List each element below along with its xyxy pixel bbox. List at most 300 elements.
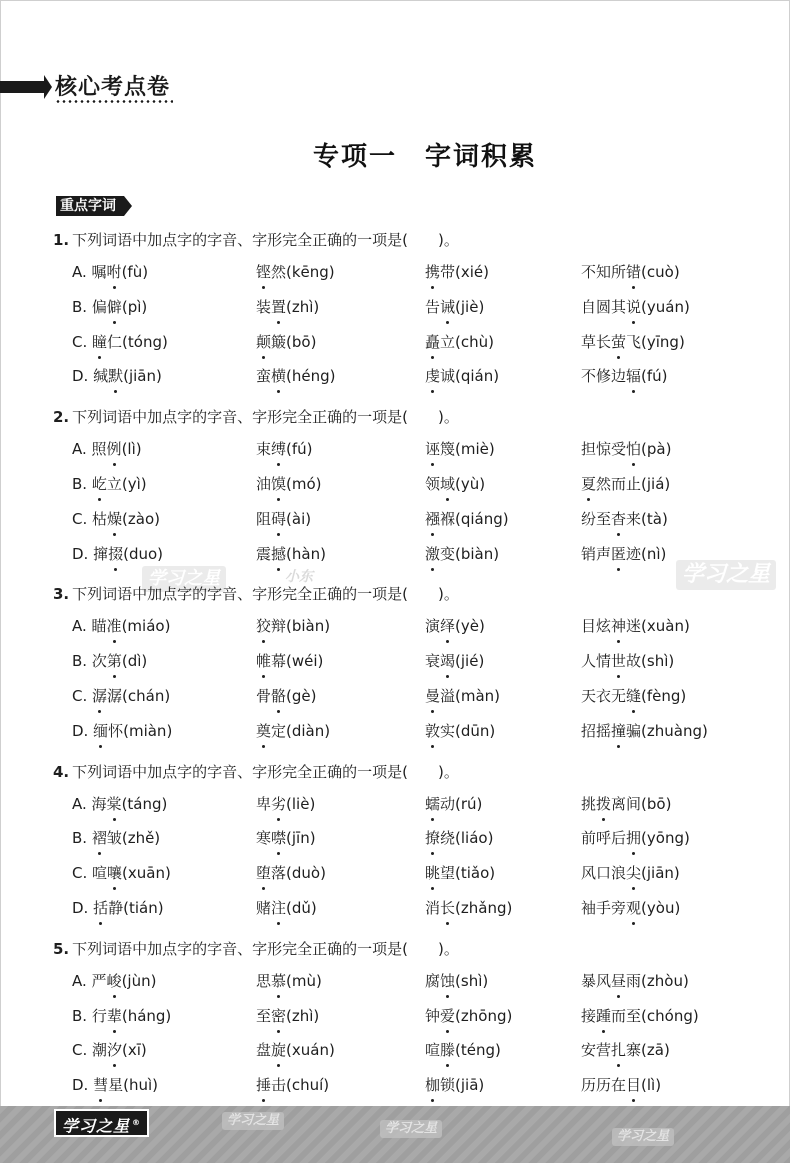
word-post: 迷(xuàn)	[626, 617, 690, 636]
word-pre: A. 瞄	[72, 617, 107, 636]
question-text: 下列词语中加点字的字音、字形完全正确的一项是( )。	[72, 231, 459, 249]
option-row-a	[0, 788, 790, 823]
word-pre: 思	[256, 971, 272, 990]
question-text: 下列词语中加点字的字音、字形完全正确的一项是( )。	[72, 408, 459, 427]
word-post: (lì)	[641, 1076, 662, 1095]
option-row-c	[0, 680, 790, 715]
word-post: (jié)	[455, 652, 485, 671]
dotted-char: 旋	[271, 1038, 286, 1062]
word-pre: C. 喧	[72, 864, 108, 883]
word-cell	[425, 969, 488, 993]
word-cell	[425, 507, 509, 531]
question-number: 1.	[53, 231, 70, 249]
word-post: (fèng)	[641, 686, 687, 705]
word-pre: 至	[256, 1006, 272, 1025]
word-cell	[425, 330, 494, 354]
word-cell	[581, 1038, 670, 1062]
word-cell	[256, 330, 316, 354]
word-cell	[425, 542, 499, 566]
word-post: 星(huì)	[108, 1076, 158, 1095]
word-pre: 油	[256, 474, 272, 493]
word-pre: 消	[425, 898, 441, 917]
word-cell	[72, 896, 164, 920]
word-cell	[72, 969, 156, 993]
dotted-char: 竭	[440, 649, 455, 673]
word-post: 而至(chóng)	[611, 1006, 699, 1025]
dotted-char: 横	[271, 364, 286, 388]
option-row-b	[0, 1000, 790, 1035]
option-row-d	[0, 715, 790, 750]
question-number: 5.	[53, 939, 70, 958]
word-post: 动(rú)	[440, 794, 483, 813]
dotted-char: 目	[626, 1073, 641, 1097]
dotted-char: 馍	[271, 472, 286, 496]
word-post: (jiān)	[123, 367, 162, 386]
question-stem	[53, 578, 790, 610]
dotted-char: 长	[440, 896, 455, 920]
dotted-char: 缚	[271, 437, 286, 461]
word-cell	[581, 1004, 699, 1028]
word-post: 迹(nì)	[626, 544, 667, 563]
word-post: 故(shì)	[626, 652, 675, 671]
word-cell	[72, 826, 160, 850]
word-cell	[581, 614, 690, 638]
word-cell	[581, 507, 668, 531]
word-cell	[256, 1004, 319, 1028]
dotted-char: 例	[107, 437, 122, 461]
word-post: 诚(qián)	[440, 367, 500, 386]
word-post: 雨(zhòu)	[626, 971, 689, 990]
footer-logo-text: 学习之星	[62, 1116, 131, 1136]
word-cell	[581, 364, 668, 388]
question-stem	[53, 401, 790, 433]
word-pre: 天衣无	[581, 686, 627, 705]
word-cell	[256, 719, 330, 743]
watermark-mid: 小东	[285, 569, 313, 585]
word-cell	[256, 1073, 329, 1097]
word-cell	[256, 437, 313, 461]
dotted-char: 辈	[107, 1004, 122, 1028]
word-cell	[581, 330, 685, 354]
word-pre: A. 照	[72, 440, 107, 459]
footer-band	[0, 1106, 790, 1163]
dotted-char: 怕	[626, 437, 641, 461]
question-text: 下列词语中加点字的字音、字形完全正确的一项是( )。	[72, 762, 459, 781]
word-post: (jiè)	[455, 297, 485, 316]
word-pre: D. 撺	[72, 544, 109, 563]
word-post: (mó)	[286, 474, 322, 493]
dotted-char: 匿	[611, 542, 626, 566]
dotted-char: 拨	[596, 792, 611, 816]
dotted-char: 虔	[425, 364, 440, 388]
word-pre: 前呼后	[581, 829, 627, 848]
word-post: (dì)	[121, 652, 148, 671]
word-post: (xī)	[122, 1041, 147, 1060]
word-cell	[256, 507, 311, 531]
dotted-char: 碍	[271, 507, 286, 531]
watermark-right: 学习之星	[676, 560, 776, 590]
word-pre: 骨	[256, 686, 272, 705]
dotted-char: 缅	[93, 719, 108, 743]
dotted-char: 撞	[611, 719, 626, 743]
dotted-char: 置	[271, 295, 286, 319]
question-number: 2.	[53, 408, 70, 427]
word-post: (pì)	[121, 297, 148, 316]
word-post: (jiān)	[641, 864, 680, 883]
word-pre: 接	[581, 1006, 597, 1025]
word-cell	[581, 969, 689, 993]
header-bar	[0, 81, 46, 93]
word-cell	[425, 437, 495, 461]
option-row-d	[0, 892, 790, 927]
dotted-char: 准	[107, 614, 122, 638]
dotted-char: 爱	[440, 1004, 455, 1028]
word-cell	[256, 896, 317, 920]
word-cell	[72, 330, 168, 354]
word-post: (fú)	[641, 367, 668, 386]
word-pre: B. 偏	[72, 297, 107, 316]
word-cell	[72, 542, 163, 566]
word-pre: 钟	[425, 1006, 441, 1025]
dotted-char: 诬	[425, 437, 440, 461]
word-pre: 草长	[581, 332, 612, 351]
word-post: (fù)	[121, 263, 149, 281]
word-pre: 束	[256, 440, 272, 459]
dotted-char: 拥	[626, 826, 641, 850]
option-row-b	[0, 645, 790, 680]
word-cell	[581, 719, 708, 743]
dotted-char: 咐	[107, 260, 122, 284]
footer-watermark: 学习之星	[222, 1112, 284, 1130]
word-cell	[72, 861, 171, 885]
dotted-char: 域	[440, 472, 455, 496]
word-post: 怀(miàn)	[108, 721, 173, 740]
word-post: 然(kēng)	[271, 263, 335, 281]
word-cell	[581, 437, 671, 461]
question-list	[0, 224, 790, 1110]
dotted-char: 诫	[440, 295, 455, 319]
word-cell	[72, 614, 170, 638]
dotted-char: 注	[271, 896, 286, 920]
question-4	[0, 756, 790, 927]
option-row-a	[0, 965, 790, 1000]
word-post: 定(diàn)	[271, 721, 331, 740]
dotted-char: 错	[626, 260, 641, 284]
word-post: 幕(wéi)	[271, 652, 324, 671]
word-cell	[72, 364, 162, 388]
word-pre: B. 次	[72, 652, 107, 671]
dotted-char: 缝	[626, 684, 641, 708]
option-row-c	[0, 503, 790, 538]
dotted-char: 踵	[596, 1004, 611, 1028]
word-pre: 暴风	[581, 971, 612, 990]
word-post: (duo)	[123, 544, 164, 563]
word-cell	[425, 614, 485, 638]
dotted-char: 噤	[271, 826, 286, 850]
word-post: (mù)	[286, 971, 322, 990]
dotted-char: 激	[425, 542, 440, 566]
word-cell	[256, 542, 326, 566]
word-pre: 纷至	[581, 509, 612, 528]
word-cell	[425, 719, 495, 743]
word-post: (hàn)	[286, 544, 326, 563]
word-cell	[581, 649, 674, 673]
word-cell	[72, 1004, 171, 1028]
word-cell	[72, 507, 160, 531]
word-cell	[256, 472, 322, 496]
word-post: 褓(qiáng)	[440, 509, 509, 528]
word-post: (jùn)	[121, 971, 157, 990]
word-post: 静(tián)	[108, 898, 164, 917]
question-3	[0, 578, 790, 749]
word-pre: A. 嘱	[72, 263, 107, 281]
word-pre: C.	[72, 686, 93, 705]
word-cell	[581, 861, 680, 885]
word-pre: 不修边	[581, 367, 627, 386]
word-post: (yòu)	[641, 898, 681, 917]
word-pre: 盘	[256, 1041, 272, 1060]
word-post: 辩(biàn)	[271, 617, 331, 636]
dotted-char: 世	[611, 649, 626, 673]
word-post: (yè)	[455, 617, 485, 636]
word-post: (zhì)	[286, 297, 320, 316]
question-5	[0, 933, 790, 1104]
dotted-char: 襁	[425, 507, 440, 531]
dotted-char: 劣	[271, 792, 286, 816]
option-row-c	[0, 857, 790, 892]
dotted-char: 堕	[256, 861, 271, 885]
dotted-char: 瞳	[92, 330, 107, 354]
word-pre: 装	[256, 297, 272, 316]
word-cell	[581, 260, 680, 284]
header-dots	[55, 100, 173, 103]
word-pre: C. 潮	[72, 1041, 108, 1060]
footer-watermark: 学习之星	[380, 1120, 442, 1138]
footer-logo	[54, 1109, 149, 1137]
word-post: (háng)	[121, 1006, 172, 1025]
word-cell	[425, 826, 493, 850]
dotted-char: 辐	[626, 364, 641, 388]
word-cell	[72, 792, 167, 816]
option-row-c	[0, 326, 790, 361]
word-post: 离间(bō)	[611, 794, 672, 813]
word-pre: 担惊受	[581, 440, 627, 459]
word-post: (héng)	[286, 367, 336, 386]
word-pre: A. 严	[72, 971, 107, 990]
word-post: 飞(yīng)	[626, 332, 685, 351]
dotted-char: 神	[611, 614, 626, 638]
dotted-char: 观	[626, 896, 641, 920]
dotted-char: 燥	[107, 507, 122, 531]
header-tab	[0, 70, 200, 106]
word-pre: 赌	[256, 898, 272, 917]
word-post: (liè)	[286, 794, 316, 813]
word-post: 簸(bō)	[271, 332, 317, 351]
word-pre: 腐	[425, 971, 441, 990]
word-pre: 挑	[581, 794, 597, 813]
word-cell	[256, 614, 330, 638]
word-post: 落(duò)	[271, 864, 326, 883]
dotted-char: 矗	[425, 330, 440, 354]
word-pre: 卑	[256, 794, 272, 813]
word-post: 皱(zhě)	[106, 829, 161, 848]
word-pre: 蛮	[256, 367, 272, 386]
word-pre: 演	[425, 617, 441, 636]
word-post: 立(chù)	[440, 332, 494, 351]
word-pre: 自圆其	[581, 297, 627, 316]
word-post: 变(biàn)	[440, 544, 500, 563]
word-post: (cuò)	[641, 263, 680, 281]
word-pre: B.	[72, 474, 92, 493]
word-pre: D.	[72, 721, 94, 740]
dotted-char: 屹	[92, 472, 107, 496]
word-cell	[256, 364, 336, 388]
word-pre: B.	[72, 829, 92, 848]
word-pre: 领	[425, 474, 441, 493]
word-cell	[256, 684, 317, 708]
dotted-char: 尖	[626, 861, 641, 885]
dotted-char: 僻	[107, 295, 122, 319]
word-cell	[425, 684, 500, 708]
word-post: 然而止(jiá)	[596, 474, 671, 493]
dotted-char: 奠	[256, 719, 271, 743]
word-post: 击(chuí)	[271, 1076, 330, 1095]
option-row-a	[0, 256, 790, 291]
word-cell	[581, 896, 680, 920]
word-pre: 历历在	[581, 1076, 627, 1095]
dotted-char: 杳	[611, 507, 626, 531]
dotted-char: 蚀	[440, 969, 455, 993]
dotted-char: 说	[626, 295, 641, 319]
question-stem	[53, 224, 790, 256]
word-cell	[72, 1073, 158, 1097]
word-pre: 震	[256, 544, 272, 563]
word-cell	[72, 295, 147, 319]
word-cell	[581, 792, 671, 816]
word-cell	[581, 472, 670, 496]
question-2	[0, 401, 790, 572]
word-pre: 不知所	[581, 263, 627, 281]
word-cell	[256, 295, 319, 319]
word-cell	[72, 684, 170, 708]
word-pre: B. 行	[72, 1006, 107, 1025]
dotted-char: 蠕	[425, 792, 440, 816]
word-cell	[72, 1038, 147, 1062]
dotted-char: 潺	[92, 684, 107, 708]
word-cell	[256, 260, 335, 284]
word-pre: 风口浪	[581, 864, 627, 883]
option-row-b	[0, 468, 790, 503]
word-pre: 目炫	[581, 617, 612, 636]
word-pre: 阻	[256, 509, 272, 528]
word-post: 绕(liáo)	[440, 829, 494, 848]
word-pre: C. 枯	[72, 509, 108, 528]
word-pre: D.	[72, 898, 94, 917]
word-pre: 安营	[581, 1041, 612, 1060]
dotted-char: 掇	[108, 542, 123, 566]
word-post: (fú)	[286, 440, 313, 459]
page-title: 专项一 字词积累	[312, 142, 537, 172]
dotted-char: 狡	[256, 614, 271, 638]
word-post: (xuán)	[286, 1041, 335, 1060]
dotted-char: 昼	[611, 969, 626, 993]
watermark-left: 学习之星	[142, 566, 226, 592]
word-post: (ài)	[286, 509, 312, 528]
dotted-char: 枷	[425, 1073, 440, 1097]
dotted-char: 撩	[425, 826, 440, 850]
word-cell	[256, 969, 322, 993]
word-cell	[581, 542, 666, 566]
word-cell	[581, 826, 690, 850]
word-post: (yuán)	[641, 297, 690, 316]
word-post: (zhǎng)	[455, 898, 513, 917]
option-row-b	[0, 822, 790, 857]
option-row-c	[0, 1034, 790, 1069]
word-post: (zhì)	[286, 1006, 320, 1025]
question-number: 3.	[53, 585, 70, 604]
dotted-char: 敦	[425, 719, 440, 743]
word-cell	[72, 719, 172, 743]
dotted-char: 撼	[271, 542, 286, 566]
word-cell	[425, 649, 484, 673]
question-text: 下列词语中加点字的字音、字形完全正确的一项是( )。	[72, 585, 459, 604]
word-post: (téng)	[455, 1041, 501, 1060]
dotted-char: 彗	[93, 1073, 108, 1097]
section-tag: 重点字词	[56, 196, 124, 216]
word-cell	[425, 861, 495, 885]
dotted-char: 捶	[256, 1073, 271, 1097]
word-post: 骗(zhuàng)	[626, 721, 708, 740]
header-title: 核心考点卷	[55, 75, 171, 100]
word-post: (zào)	[122, 509, 160, 528]
word-post: (lì)	[121, 440, 142, 459]
word-pre: 告	[425, 297, 441, 316]
word-post: (pà)	[641, 440, 672, 459]
dotted-char: 嚷	[107, 861, 122, 885]
dotted-char: 携	[425, 260, 440, 284]
dotted-char: 铿	[256, 260, 271, 284]
word-cell	[425, 1073, 484, 1097]
word-cell	[72, 649, 147, 673]
option-row-a	[0, 433, 790, 468]
word-cell	[72, 472, 147, 496]
question-1	[0, 224, 790, 395]
word-cell	[581, 684, 686, 708]
word-pre: 招摇	[581, 721, 612, 740]
word-cell	[425, 792, 482, 816]
word-post: (táng)	[121, 794, 168, 813]
dotted-char: 棠	[107, 792, 122, 816]
question-text: 下列词语中加点字的字音、字形完全正确的一项是( )。	[72, 939, 459, 958]
dotted-char: 绎	[440, 614, 455, 638]
word-post: 来(tà)	[626, 509, 668, 528]
dotted-char: 滕	[440, 1038, 455, 1062]
dotted-char: 汐	[107, 1038, 122, 1062]
footer-watermark: 学习之星	[612, 1128, 674, 1146]
word-pre: A. 海	[72, 794, 107, 813]
word-post: (xuān)	[122, 864, 171, 883]
word-pre: D.	[72, 1076, 94, 1095]
dotted-char: 骼	[271, 684, 286, 708]
word-cell	[425, 472, 485, 496]
word-cell	[425, 295, 484, 319]
word-pre: 寒	[256, 829, 272, 848]
word-post: 立(yì)	[106, 474, 147, 493]
word-post: (zhōng)	[455, 1006, 513, 1025]
dotted-char: 扎	[611, 1038, 626, 1062]
word-pre: 销声	[581, 544, 612, 563]
word-pre: 袖手旁	[581, 898, 627, 917]
